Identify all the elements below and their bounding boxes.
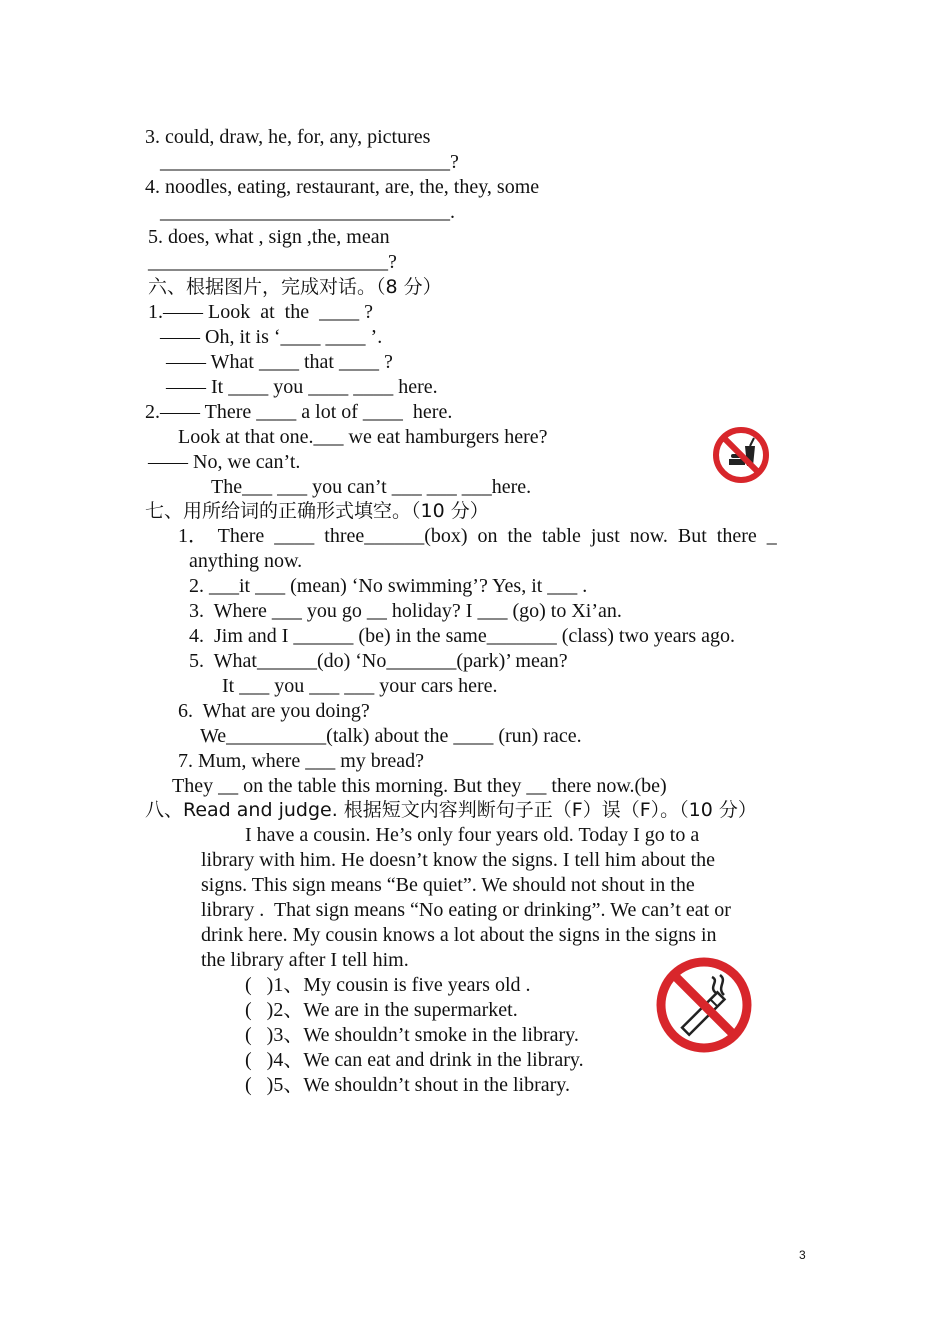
fill-line: 3. Where ___ you go __ holiday? I ___ (go) to Xi’an. <box>189 600 622 622</box>
q4-words: 4. noodles, eating, restaurant, are, the, they, some <box>145 176 540 198</box>
no-eating-sign-icon <box>712 426 770 484</box>
passage-line: drink here. My cousin knows a lot about the signs in the signs in <box>201 924 717 946</box>
part6-heading: 六、根据图片，完成对话。（8 分） <box>148 276 442 298</box>
passage-line: library with him. He doesn’t know the signs. I tell him about the <box>201 849 716 871</box>
part7-heading: 七、用所给词的正确形式填空。（10 分） <box>145 500 489 522</box>
judge-item[interactable]: ( )1、My cousin is five years old . <box>245 974 531 996</box>
fill-line: They __ on the table this morning. But they __ there now.(be) <box>172 775 667 797</box>
fill-line: 2. ___it ___ (mean) ‘No swimming’? Yes, it ___ . <box>189 575 588 597</box>
passage-line: signs. This sign means “Be quiet”. We should not shout in the <box>201 874 695 896</box>
q3-words: 3. could, draw, he, for, any, pictures <box>145 126 431 148</box>
q4-answer-blank[interactable]: _____________________________. <box>160 201 455 223</box>
judge-item[interactable]: ( )4、We can eat and drink in the library. <box>245 1049 584 1071</box>
dialog-line: —— It ____ you ____ ____ here. <box>166 376 438 398</box>
part8-heading: 八、Read and judge. 根据短文内容判断句子正（F）误（F）。（10 分） <box>145 799 757 821</box>
fill-line: 6. What are you doing? <box>178 700 370 722</box>
judge-item[interactable]: ( )3、We shouldn’t smoke in the library. <box>245 1024 579 1046</box>
fill-line: 1． There ____ three______(box) on the table just now. But there _ <box>178 525 777 547</box>
dialog-line: —— Oh, it is ‘____ ____ ’. <box>160 326 383 348</box>
dialog-line: 2.—— There ____ a lot of ____ here. <box>145 401 453 423</box>
dialog-line: —— No, we can’t. <box>148 451 301 473</box>
dialog-line: Look at that one.___ we eat hamburgers here? <box>178 426 548 448</box>
passage-line: I have a cousin. He’s only four years old. Today I go to a <box>245 824 700 846</box>
dialog-line: 1.—— Look at the ____ ? <box>148 301 373 323</box>
fill-line: We__________(talk) about the ____ (run) race. <box>200 725 582 747</box>
q5-answer-blank[interactable]: ________________________? <box>148 251 397 273</box>
page-number: 3 <box>799 1248 806 1262</box>
judge-item[interactable]: ( )5、We shouldn’t shout in the library. <box>245 1074 571 1096</box>
q3-answer-blank[interactable]: _____________________________? <box>160 151 459 173</box>
fill-line: It ___ you ___ ___ your cars here. <box>222 675 498 697</box>
passage-line: library . That sign means “No eating or drinking”. We can’t eat or <box>201 899 731 921</box>
judge-item[interactable]: ( )2、We are in the supermarket. <box>245 999 518 1021</box>
fill-line: 7. Mum, where ___ my bread? <box>178 750 425 772</box>
q5-words: 5. does, what , sign ,the, mean <box>148 226 390 248</box>
fill-line: anything now. <box>189 550 303 572</box>
no-smoking-sign-icon <box>654 955 754 1055</box>
dialog-line: The___ ___ you can’t ___ ___ ___here. <box>211 476 532 498</box>
fill-line: 5. What______(do) ‘No_______(park)’ mean? <box>189 650 568 672</box>
fill-line: 4. Jim and I ______ (be) in the same_______ (class) two years ago. <box>189 625 735 647</box>
passage-line: the library after I tell him. <box>201 949 409 971</box>
dialog-line: —— What ____ that ____ ? <box>166 351 393 373</box>
